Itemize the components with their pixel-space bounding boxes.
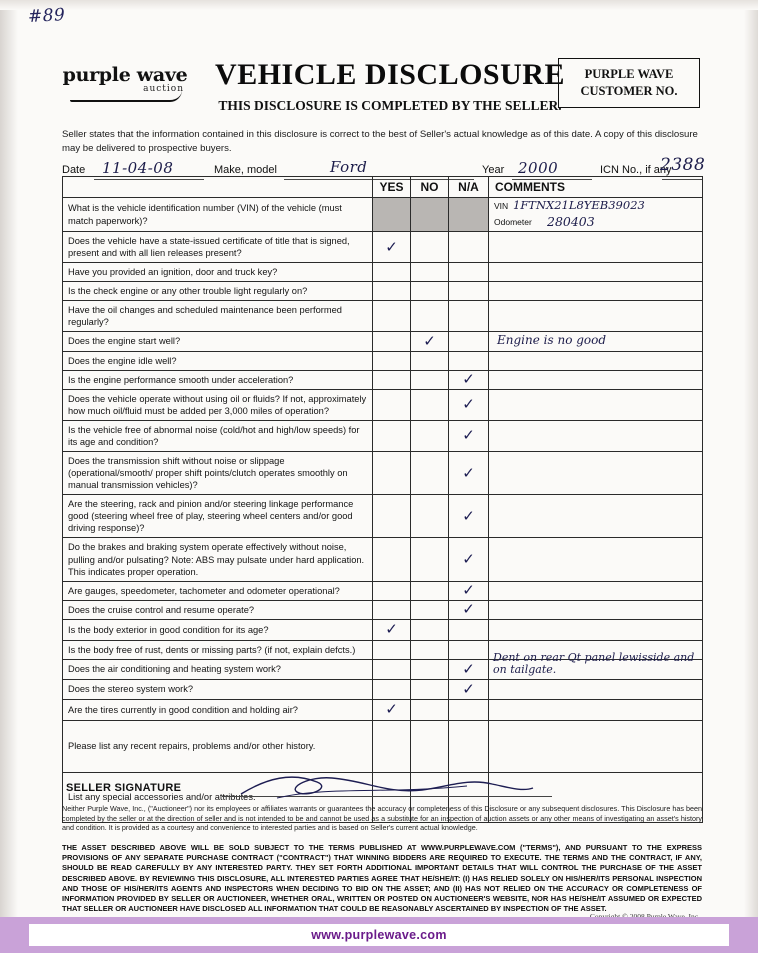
table-row [63,351,703,370]
question-cell: Is the body free of rust, dents or missing parts? (if not, explain defcts.) [63,640,373,659]
checkbox-cell-no[interactable] [411,495,449,538]
footer-bar [0,917,758,953]
checkbox-cell-na[interactable] [449,600,489,619]
col-comments: COMMENTS [489,177,703,198]
checkbox-cell-yes[interactable] [373,538,411,581]
table-row [63,600,703,619]
table-row [63,619,703,640]
checkbox-cell-na[interactable] [449,232,489,263]
checkbox-cell-no[interactable] [411,538,449,581]
checkbox-cell-na[interactable] [449,640,489,659]
checkbox-cell-no[interactable] [411,351,449,370]
table-row [63,452,703,495]
footer-inner [28,923,730,947]
question-cell: List any special accessories and/or attributes. [63,772,373,822]
checkbox-cell-yes[interactable] [373,389,411,420]
comment-cell[interactable] [489,538,703,581]
checkbox-cell-no[interactable] [411,198,449,232]
comment-cell[interactable] [489,720,703,772]
make-model-label: Make, model [214,164,277,176]
comment-cell[interactable] [489,650,703,679]
purple-wave-logo [60,64,190,94]
check-mark: ✓ [385,620,398,639]
footer-url[interactable]: www.purplewave.com [311,928,447,942]
col-question [63,177,373,198]
comment-cell[interactable] [489,332,703,351]
table-row [63,232,703,263]
comment-cell[interactable] [489,282,703,301]
question-cell: What is the vehicle identification number (VIN) of the vehicle (must match paperwork)? [63,198,373,232]
comment-cell[interactable] [489,351,703,370]
checkbox-cell-na[interactable] [449,538,489,581]
table-row [63,198,703,232]
checkbox-cell-yes[interactable] [373,640,411,659]
question-cell: Is the check engine or any other trouble light regularly on? [63,282,373,301]
table-row [63,263,703,282]
year-value: 2000 [518,159,559,177]
checkbox-cell-no[interactable] [411,370,449,389]
scan-edge-top [0,0,758,10]
checkbox-cell-yes[interactable] [373,301,411,332]
checkbox-cell-no[interactable] [411,699,449,720]
question-cell: Have you provided an ignition, door and truck key? [63,263,373,282]
checkbox-cell-no[interactable] [411,282,449,301]
question-cell: Are gauges, speedometer, tachometer and odometer operational? [63,581,373,600]
checkbox-cell-no[interactable] [411,332,449,351]
question-cell: Does the transmission shift without noise or slippage (operational/smooth/ proper shift points/clutch operates smoothly on manual transmission vehicles)? [63,452,373,495]
checkbox-cell-yes[interactable] [373,351,411,370]
table-row [63,389,703,420]
checkbox-cell-yes[interactable] [373,495,411,538]
icn-label: ICN No., if any [600,164,672,176]
checkbox-cell-na[interactable] [449,581,489,600]
checkbox-cell-yes[interactable] [373,699,411,720]
checkbox-cell-no[interactable] [411,659,449,679]
question-cell: Does the stereo system work? [63,679,373,699]
date-value: 11-04-08 [102,159,174,177]
logo-subtext: auction [143,84,184,94]
table-row [63,581,703,600]
lot-number: #89 [27,5,66,27]
question-cell: Do the brakes and braking system operate effectively without noise, pulling and/or pulsating? Note: ABS may pulsate under hard application. This indicates proper operation. [63,538,373,581]
check-mark: ✓ [462,370,475,389]
comment-text: Dent on rear Qt panel lewisside and on tailgate. [493,650,695,676]
fine-print-terms: THE ASSET DESCRIBED ABOVE WILL BE SOLD SUBJECT TO THE TERMS PUBLISHED AT WWW.PURPLEWAVE.COM ("TERMS"), AND PURSUANT TO THE EXPRESS PROVISIONS OF ANY SEPARATE PURCHASE CONTRACT ("CONTRACT") THAT WINNING BIDDERS ARE REQUIRED TO EXECUTE. THE TERMS AND THE CONTRACT, IF ANY, SHOULD BE READ CAREFULLY BY ANY INTERESTED PARTY. THEY SET FORTH ADDITIONAL IMPORTANT DETAILS THAT WILL CONTROL THE PURCHASE OF THE ASSET DESCRIBED ABOVE. BY REVIEWING THIS DISCLOSURE, ALL INTERESTED PARTIES AGREE THAT HE/SHE/IT: (I) HAS RELIED SOLELY ON HIS/HER/ITS PERSONAL INSPECTION AND THOSE OF HIS/HER/ITS AGENTS AND INSPECTORS WHEN DECIDING TO BID ON THE ASSET; AND (II) HAS NOT RELIED ON THE ACCURACY OR COMPLETENESS OF INFORMATION PROVIDED BY SELLER OR AUCTIONEER, WHETHER ORAL, WRITTEN OR POSTED ON AUCTIONEER'S WEBSITE, NOR HAS HE/SHE/IT ASSUMED OR EXPECTED THAT SELLER OR AUCTIONEER HAVE DISCLOSED ALL INFORMATION THAT COULD BE REASONABLY ASCERTAINED BY INSPECTION OF THE ASSET. [62,843,702,914]
checkbox-cell-yes[interactable] [373,659,411,679]
table-body [63,198,703,823]
check-mark: ✓ [385,237,398,256]
col-na: N/A [449,177,489,198]
logo-swoosh-icon [70,90,182,102]
comment-text: Engine is no good [497,333,607,348]
seller-statement: Seller states that the information contained in this disclosure is correct to the best of Seller's actual knowledge as of this date. A copy of this disclosure may be delivered to prospective buyers. [62,129,698,154]
odometer-value: 280403 [547,214,595,229]
checkbox-cell-yes[interactable] [373,679,411,699]
question-cell: Is the body exterior in good condition for its age? [63,619,373,640]
checkbox-cell-no[interactable] [411,679,449,699]
question-cell: Is the engine performance smooth under acceleration? [63,370,373,389]
table-row [63,679,703,699]
checkbox-cell-yes[interactable] [373,282,411,301]
table-row [63,282,703,301]
scan-edge-right [744,0,758,953]
checkbox-cell-yes[interactable] [373,370,411,389]
checkbox-cell-na[interactable] [449,495,489,538]
table-row [63,699,703,720]
table-row [63,538,703,581]
page-subtitle: THIS DISCLOSURE IS COMPLETED BY THE SELLER. [218,98,562,113]
col-yes: YES [373,177,411,198]
checkbox-cell-yes[interactable] [373,198,411,232]
customer-no-label: PURPLE WAVE CUSTOMER NO. [580,67,678,98]
checkbox-cell-yes[interactable] [373,332,411,351]
question-cell: Have the oil changes and scheduled maintenance been performed regularly? [63,301,373,332]
checkbox-cell-no[interactable] [411,420,449,451]
comment-cell[interactable] [489,420,703,451]
checkbox-cell-na[interactable] [449,351,489,370]
table-row [63,332,703,351]
check-mark: ✓ [462,506,475,525]
question-cell: Does the vehicle have a state-issued certificate of title that is signed, present and with all lien releases present? [63,232,373,263]
checkbox-cell-na[interactable] [449,282,489,301]
table-row [63,301,703,332]
comment-cell[interactable] [489,679,703,699]
disclosure-table [62,176,703,823]
comment-cell[interactable] [489,452,703,495]
checkbox-cell-na[interactable] [449,301,489,332]
comment-cell[interactable] [489,581,703,600]
table-row [63,370,703,389]
fine-print-disclaimer: Neither Purple Wave, Inc., ("Auctioneer") nor its employees or affiliates warrants or guarantees the accuracy or completeness of this Disclosure or any subsequent disclosures. This Disclosure has been completed by the seller or at the direction of seller and is not intended to be and cannot be used as a substitute for an inspection of auction assets or any other means of investigating an asset's history and condition. It is provided as a courtesy and convenience to interested parties and is based on Seller's current actual knowledge. [62,804,702,833]
comment-cell[interactable] [489,301,703,332]
comment-cell[interactable] [489,600,703,619]
checkbox-cell-no[interactable] [411,263,449,282]
check-mark: ✓ [385,700,398,719]
shaded-cell [411,198,448,231]
comment-cell[interactable] [489,389,703,420]
question-cell: Does the vehicle operate without using oil or fluids? If not, approximately how much oil/fluid must be added per 3,000 miles of operation? [63,389,373,420]
question-cell: Does the air conditioning and heating system work? [63,659,373,679]
checkbox-cell-yes[interactable] [373,619,411,640]
checkbox-cell-no[interactable] [411,581,449,600]
checkbox-cell-na[interactable] [449,263,489,282]
logo-wordmark: purple wave [62,64,188,86]
checkbox-cell-no[interactable] [411,640,449,659]
checkbox-cell-na[interactable] [449,198,489,232]
check-mark: ✓ [462,581,475,600]
check-mark: ✓ [462,659,475,678]
checkbox-cell-yes[interactable] [373,581,411,600]
odometer-label: Odometer [494,217,532,227]
make-model-value: Ford [330,158,368,176]
question-cell: Does the engine start well? [63,332,373,351]
check-mark: ✓ [462,600,475,619]
comment-cell[interactable] [489,232,703,263]
checkbox-cell-yes[interactable] [373,263,411,282]
vin-value: 1FTNX21L8YEB39023 [513,198,645,212]
checkbox-cell-no[interactable] [411,389,449,420]
document-header [60,58,700,120]
date-label: Date [62,164,86,176]
question-cell: Does the engine idle well? [63,351,373,370]
check-mark: ✓ [423,332,436,350]
checkbox-cell-na[interactable] [449,370,489,389]
comment-cell[interactable] [489,495,703,538]
checkbox-cell-no[interactable] [411,452,449,495]
checkbox-cell-na[interactable] [449,332,489,351]
table-row [63,720,703,772]
comment-cell[interactable] [489,370,703,389]
question-cell: Are the steering, rack and pinion and/or steering linkage performance good (steering wheel free of play, steering wheel centers and/or good driving response)? [63,495,373,538]
seller-signature-label: SELLER SIGNATURE [66,782,182,794]
year-label: Year [482,164,505,176]
checkbox-cell-yes[interactable] [373,232,411,263]
question-cell: Please list any recent repairs, problems and/or other history. [63,720,373,772]
checkbox-cell-no[interactable] [411,232,449,263]
scan-edge-left [0,0,18,953]
checkbox-cell-na[interactable] [449,720,489,772]
checkbox-cell-yes[interactable] [373,600,411,619]
check-mark: ✓ [462,679,475,698]
comment-cell[interactable] [489,699,703,720]
checkbox-cell-no[interactable] [411,619,449,640]
checkbox-cell-no[interactable] [411,720,449,772]
customer-no-box [558,58,700,108]
checkbox-cell-no[interactable] [411,301,449,332]
checkbox-cell-yes[interactable] [373,720,411,772]
question-cell: Does the cruise control and resume operate? [63,600,373,619]
checkbox-cell-na[interactable] [449,699,489,720]
checkbox-cell-na[interactable] [449,659,489,679]
table-row [63,659,703,679]
checkbox-cell-na[interactable] [449,389,489,420]
shaded-cell [449,198,488,231]
checkbox-cell-na[interactable] [449,452,489,495]
check-mark: ✓ [462,395,475,414]
vin-label: VIN [494,201,509,211]
signature-area [62,774,702,804]
col-no: NO [411,177,449,198]
comment-cell[interactable] [489,198,703,232]
shaded-cell [373,198,410,231]
table-header-row [63,177,703,198]
icn-value: 2388 [660,155,706,175]
comment-cell[interactable] [489,263,703,282]
table-row [63,495,703,538]
question-cell: Is the vehicle free of abnormal noise (cold/hot and high/low speeds) for its age and condition? [63,420,373,451]
checkbox-cell-yes[interactable] [373,452,411,495]
signature-scribble [237,768,537,802]
checkbox-cell-yes[interactable] [373,420,411,451]
comment-cell[interactable] [489,619,703,640]
checkbox-cell-no[interactable] [411,600,449,619]
check-mark: ✓ [462,550,475,569]
check-mark: ✓ [462,463,475,482]
page-title: VEHICLE DISCLOSURE [215,58,565,91]
table-row [63,420,703,451]
checkbox-cell-na[interactable] [449,679,489,699]
check-mark: ✓ [462,426,475,445]
question-cell: Are the tires currently in good condition and holding air? [63,699,373,720]
checkbox-cell-na[interactable] [449,420,489,451]
checkbox-cell-na[interactable] [449,619,489,640]
